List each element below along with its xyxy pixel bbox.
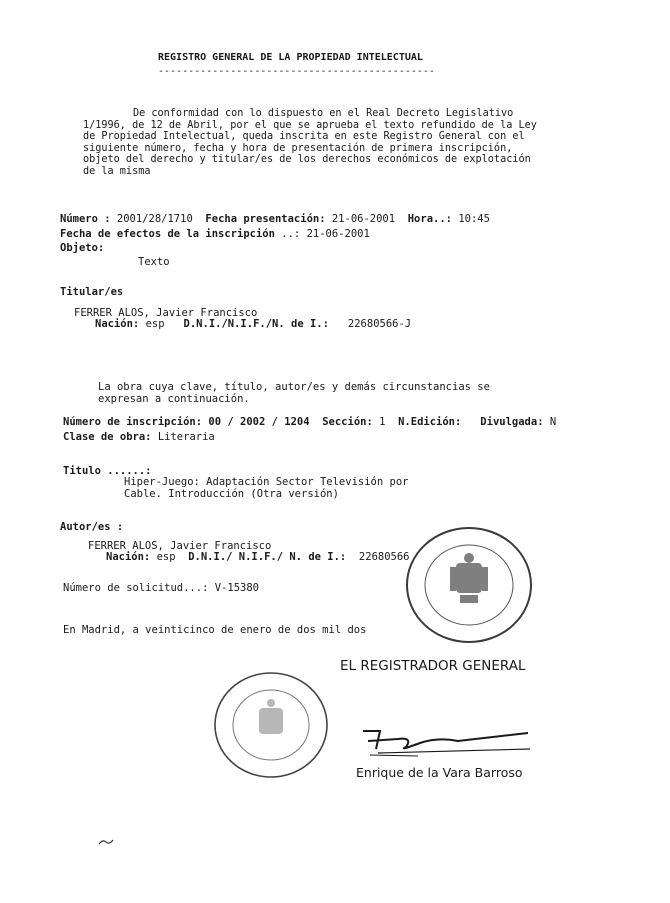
titular-nacion-label: Nación: bbox=[95, 318, 140, 330]
obra-intro: La obra cuya clave, título, autor/es y demás circunstancias se expresan a continuación. bbox=[98, 381, 490, 405]
solicitud-value: V-15380 bbox=[214, 582, 259, 594]
official-stamp-right bbox=[404, 525, 534, 645]
seal-icon bbox=[212, 670, 330, 780]
clase-value: Literaria bbox=[157, 431, 215, 443]
registrar-name: Enrique de la Vara Barroso bbox=[356, 765, 523, 780]
titulo-label: Titulo ......: bbox=[63, 465, 152, 477]
hora-label: Hora..: bbox=[407, 213, 452, 225]
titular-label: Titular/es bbox=[60, 286, 124, 298]
seccion-value: 1 bbox=[379, 416, 386, 428]
fecha-efectos-line bbox=[60, 229, 370, 240]
inscripcion-numero-label: Número de inscripción: bbox=[63, 416, 203, 428]
autor-nacion-value: esp bbox=[156, 551, 176, 563]
edicion-label: N.Edición: bbox=[398, 416, 462, 428]
solicitud-line bbox=[63, 583, 259, 594]
titular-id-line bbox=[95, 319, 411, 330]
autor-dni-value: 22680566 bbox=[358, 551, 410, 563]
intro-text: De conformidad con lo dispuesto en el Real Decreto Legislativo 1/1996, de 12 de Abril, por el que se aprueba el texto refundido de la Ley de Propiedad Intelectual, queda inscrita en este Registro General con el siguiente número, fecha y hora de presentación de primera inscripción, objeto del derecho y titular/es de los derechos económicos de explotación de la misma bbox=[83, 108, 537, 177]
titular-dni-label: D.N.I./N.I.F./N. de I.: bbox=[183, 318, 329, 330]
fecha-presentacion-value: 21-06-2001 bbox=[331, 213, 396, 225]
autor-name: FERRER ALOS, Javier Francisco bbox=[88, 540, 272, 552]
title-underline: ---------------------------------------------- bbox=[158, 66, 435, 77]
autor-id-line bbox=[106, 552, 410, 563]
divulgada-value: N bbox=[549, 416, 557, 428]
hora-value: 10:45 bbox=[458, 213, 490, 225]
autor-label: Autor/es : bbox=[60, 521, 124, 533]
titulo-line1: Hiper-Juego: Adaptación Sector Televisión por bbox=[124, 476, 409, 488]
fecha-presentacion-label: Fecha presentación: bbox=[205, 213, 326, 225]
registrar-title: EL REGISTRADOR GENERAL bbox=[340, 658, 526, 674]
objeto-label: Objeto: bbox=[60, 242, 105, 254]
official-stamp-left bbox=[212, 670, 330, 780]
numero-label: Número : bbox=[60, 213, 111, 225]
handwritten-signature-icon bbox=[358, 719, 533, 764]
autor-dni-label: D.N.I./ N.I.F./ N. de I.: bbox=[188, 551, 347, 563]
seal-icon bbox=[404, 525, 534, 645]
objeto-value: Texto bbox=[138, 256, 170, 268]
document-title: REGISTRO GENERAL DE LA PROPIEDAD INTELECTUAL bbox=[158, 52, 423, 63]
titular-name: FERRER ALOS, Javier Francisco bbox=[74, 307, 258, 319]
seccion-label: Sección: bbox=[322, 416, 373, 428]
titular-dni-value: 22680566-J bbox=[347, 318, 412, 330]
place-date: En Madrid, a veinticinco de enero de dos mil dos bbox=[63, 624, 367, 636]
titulo-line2: Cable. Introducción (Otra versión) bbox=[124, 488, 339, 500]
clase-label: Clase de obra: bbox=[63, 431, 152, 443]
titular-nacion-value: esp bbox=[145, 318, 165, 330]
fecha-efectos-sep: ..: bbox=[281, 228, 301, 240]
signature-mark bbox=[345, 708, 533, 767]
clase-line bbox=[63, 432, 215, 443]
registration-line bbox=[60, 214, 490, 225]
inscripcion-numero-value: 00 / 2002 / 1204 bbox=[208, 416, 310, 428]
numero-value: 2001/28/1710 bbox=[116, 213, 193, 225]
autor-nacion-label: Nación: bbox=[106, 551, 151, 563]
inscripcion-line bbox=[63, 417, 556, 428]
divulgada-label: Divulgada: bbox=[480, 416, 544, 428]
fecha-efectos-label: Fecha de efectos de la inscripción bbox=[60, 228, 275, 240]
intro-paragraph bbox=[83, 108, 543, 177]
fecha-efectos-value: 21-06-2001 bbox=[306, 228, 370, 240]
margin-scribble-icon bbox=[85, 826, 114, 848]
solicitud-label: Número de solicitud...: bbox=[63, 582, 209, 594]
